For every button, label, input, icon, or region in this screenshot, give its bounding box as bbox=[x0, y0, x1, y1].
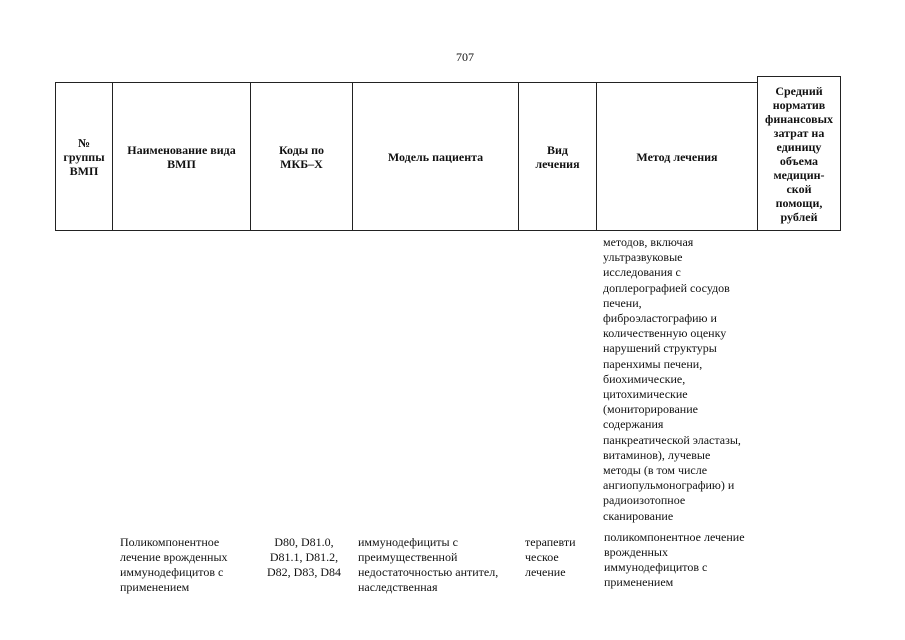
header-treatment-type-label: Вид лечения bbox=[535, 142, 580, 171]
page-number: 707 bbox=[456, 50, 474, 64]
header-avg-cost-label: Средний норматив финансовых затрат на единицу объема медицин- ской помощи, рублей bbox=[765, 83, 833, 224]
header-treatment-method-label: Метод лечения bbox=[636, 149, 718, 164]
header-patient-model-label: Модель пациента bbox=[387, 149, 484, 164]
header-vmp-type-label: Наименование вида ВМП bbox=[127, 142, 236, 171]
header-bottom-border bbox=[55, 230, 841, 231]
header-group-no-label: № группы ВМП bbox=[63, 135, 105, 178]
continuation-method-text: методов, включая ультразвуковые исследования с доплерографией сосудов печени, фиброэластографию и количественную оценку нарушений структуры паренхимы печени, биохимические, цитохимические (мониторирование содержания панкреатической эластазы, витаминов), лучевые методы (в том числе ангиопульмонографию) и радиоизотопное сканирование bbox=[603, 235, 741, 523]
header-group-no bbox=[56, 83, 112, 230]
header-col-border bbox=[840, 76, 841, 231]
header-icd-codes bbox=[251, 83, 352, 230]
header-treatment-method bbox=[597, 83, 757, 230]
header-vmp-type bbox=[113, 83, 250, 230]
row-treatment-type: терапевти ческое лечение bbox=[525, 535, 576, 579]
header-icd-codes-label: Коды по МКБ–Х bbox=[278, 142, 325, 171]
header-patient-model bbox=[353, 83, 518, 230]
row-patient-model: иммунодефициты с преимущественной недостаточностью антител, наследственная bbox=[358, 535, 499, 594]
row-treatment-method: поликомпонентное лечение врожденных иммунодефицитов с применением bbox=[604, 530, 745, 589]
header-treatment-type bbox=[519, 83, 596, 230]
header-avg-cost bbox=[758, 77, 840, 230]
row-icd-codes: D80, D81.0, D81.1, D81.2, D82, D83, D84 bbox=[267, 535, 341, 579]
row-vmp-type: Поликомпонентное лечение врожденных иммунодефицитов с применением bbox=[120, 535, 228, 594]
